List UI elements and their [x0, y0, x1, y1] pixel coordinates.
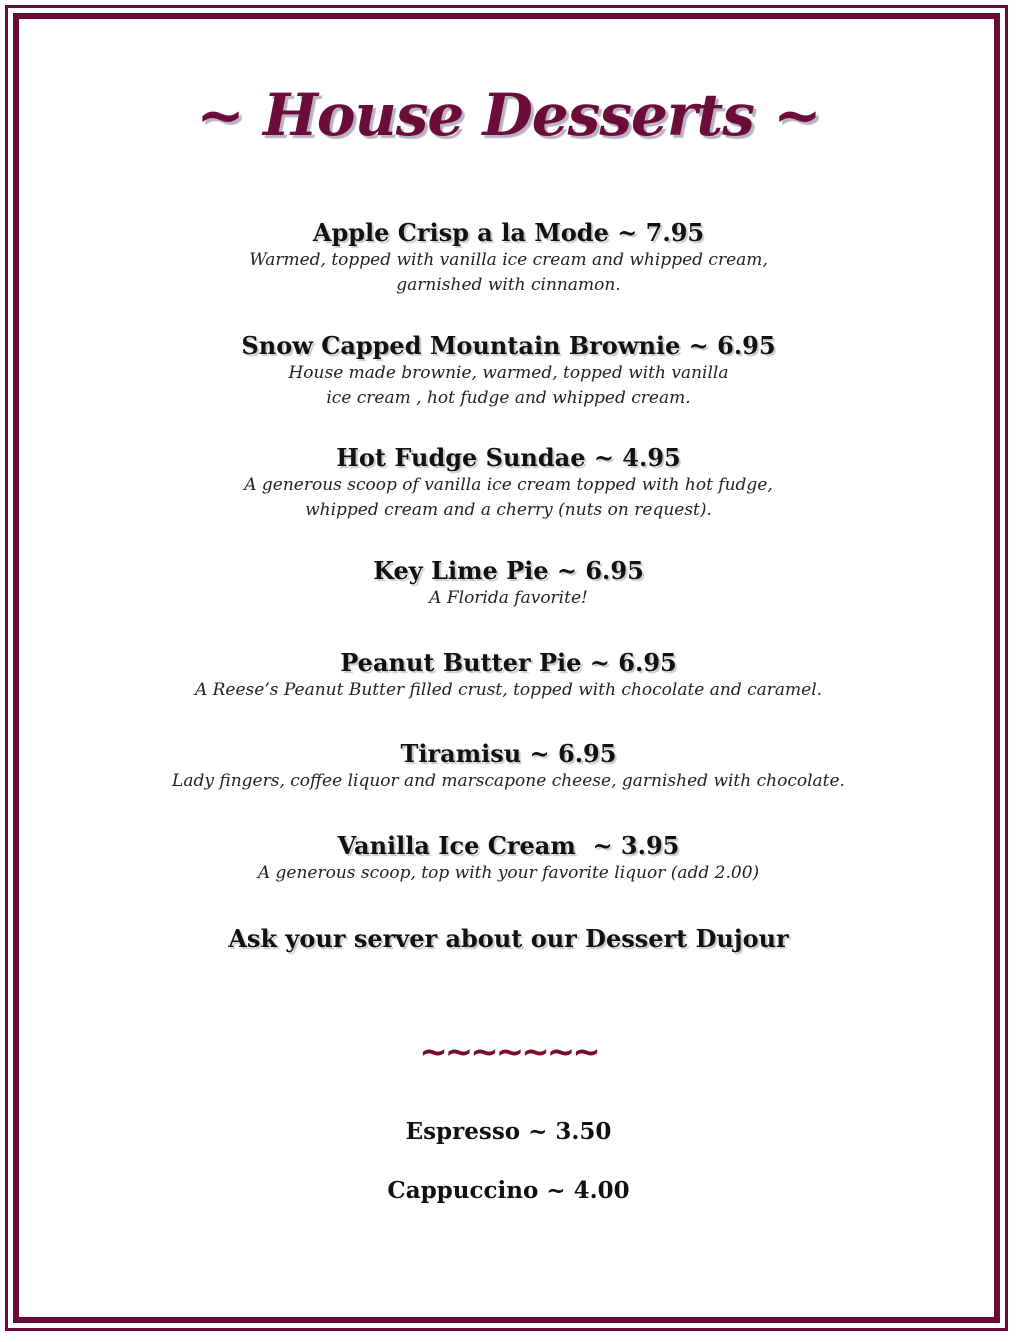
- dessert-name: Vanilla Ice Cream ~ 3.95: [337, 831, 680, 860]
- dessert-item-tiramisu: [0, 739, 1017, 794]
- dessert-item-hot-fudge-sundae: [0, 443, 1017, 523]
- dessert-description-line: garnished with cinnamon.: [396, 275, 621, 295]
- dessert-item-brownie: [0, 331, 1017, 411]
- dessert-item-apple-crisp: [0, 218, 1017, 298]
- dessert-description-line: whipped cream and a cherry (nuts on request).: [305, 500, 712, 520]
- dessert-item-key-lime-pie: [0, 556, 1017, 611]
- dessert-description-line: ice cream , hot fudge and whipped cream.: [326, 388, 691, 408]
- dessert-name: Snow Capped Mountain Brownie ~ 6.95: [241, 331, 776, 360]
- dessert-item-vanilla-ice-cream: [0, 831, 1017, 886]
- dessert-name: Key Lime Pie ~ 6.95: [373, 556, 644, 585]
- drink-item-espresso: Espresso ~ 3.50: [405, 1118, 612, 1145]
- dessert-name: Hot Fudge Sundae ~ 4.95: [336, 443, 681, 472]
- drink-item-cappuccino: Cappuccino ~ 4.00: [387, 1177, 630, 1204]
- wave-divider: ~~~~~~~: [419, 1032, 598, 1072]
- dessert-description-line: A Florida favorite!: [429, 588, 588, 608]
- dessert-description-line: A generous scoop of vanilla ice cream topped with hot fudge,: [244, 475, 773, 495]
- dessert-description-line: A Reese’s Peanut Butter filled crust, topped with chocolate and caramel.: [194, 680, 823, 700]
- dessert-name: Tiramisu ~ 6.95: [400, 739, 617, 768]
- dessert-name: Apple Crisp a la Mode ~ 7.95: [312, 218, 705, 247]
- dessert-dujour-note: Ask your server about our Dessert Dujour: [228, 924, 789, 953]
- dessert-item-peanut-butter-pie: [0, 648, 1017, 703]
- dessert-description-line: House made brownie, warmed, topped with vanilla: [288, 363, 729, 383]
- dessert-description-line: Lady fingers, coffee liquor and marscapone cheese, garnished with chocolate.: [172, 771, 845, 791]
- dessert-name: Peanut Butter Pie ~ 6.95: [340, 648, 677, 677]
- dessert-description-line: Warmed, topped with vanilla ice cream and whipped cream,: [249, 250, 768, 270]
- dessert-description-line: A generous scoop, top with your favorite liquor (add 2.00): [257, 863, 760, 883]
- menu-title: ~ House Desserts ~: [196, 81, 821, 149]
